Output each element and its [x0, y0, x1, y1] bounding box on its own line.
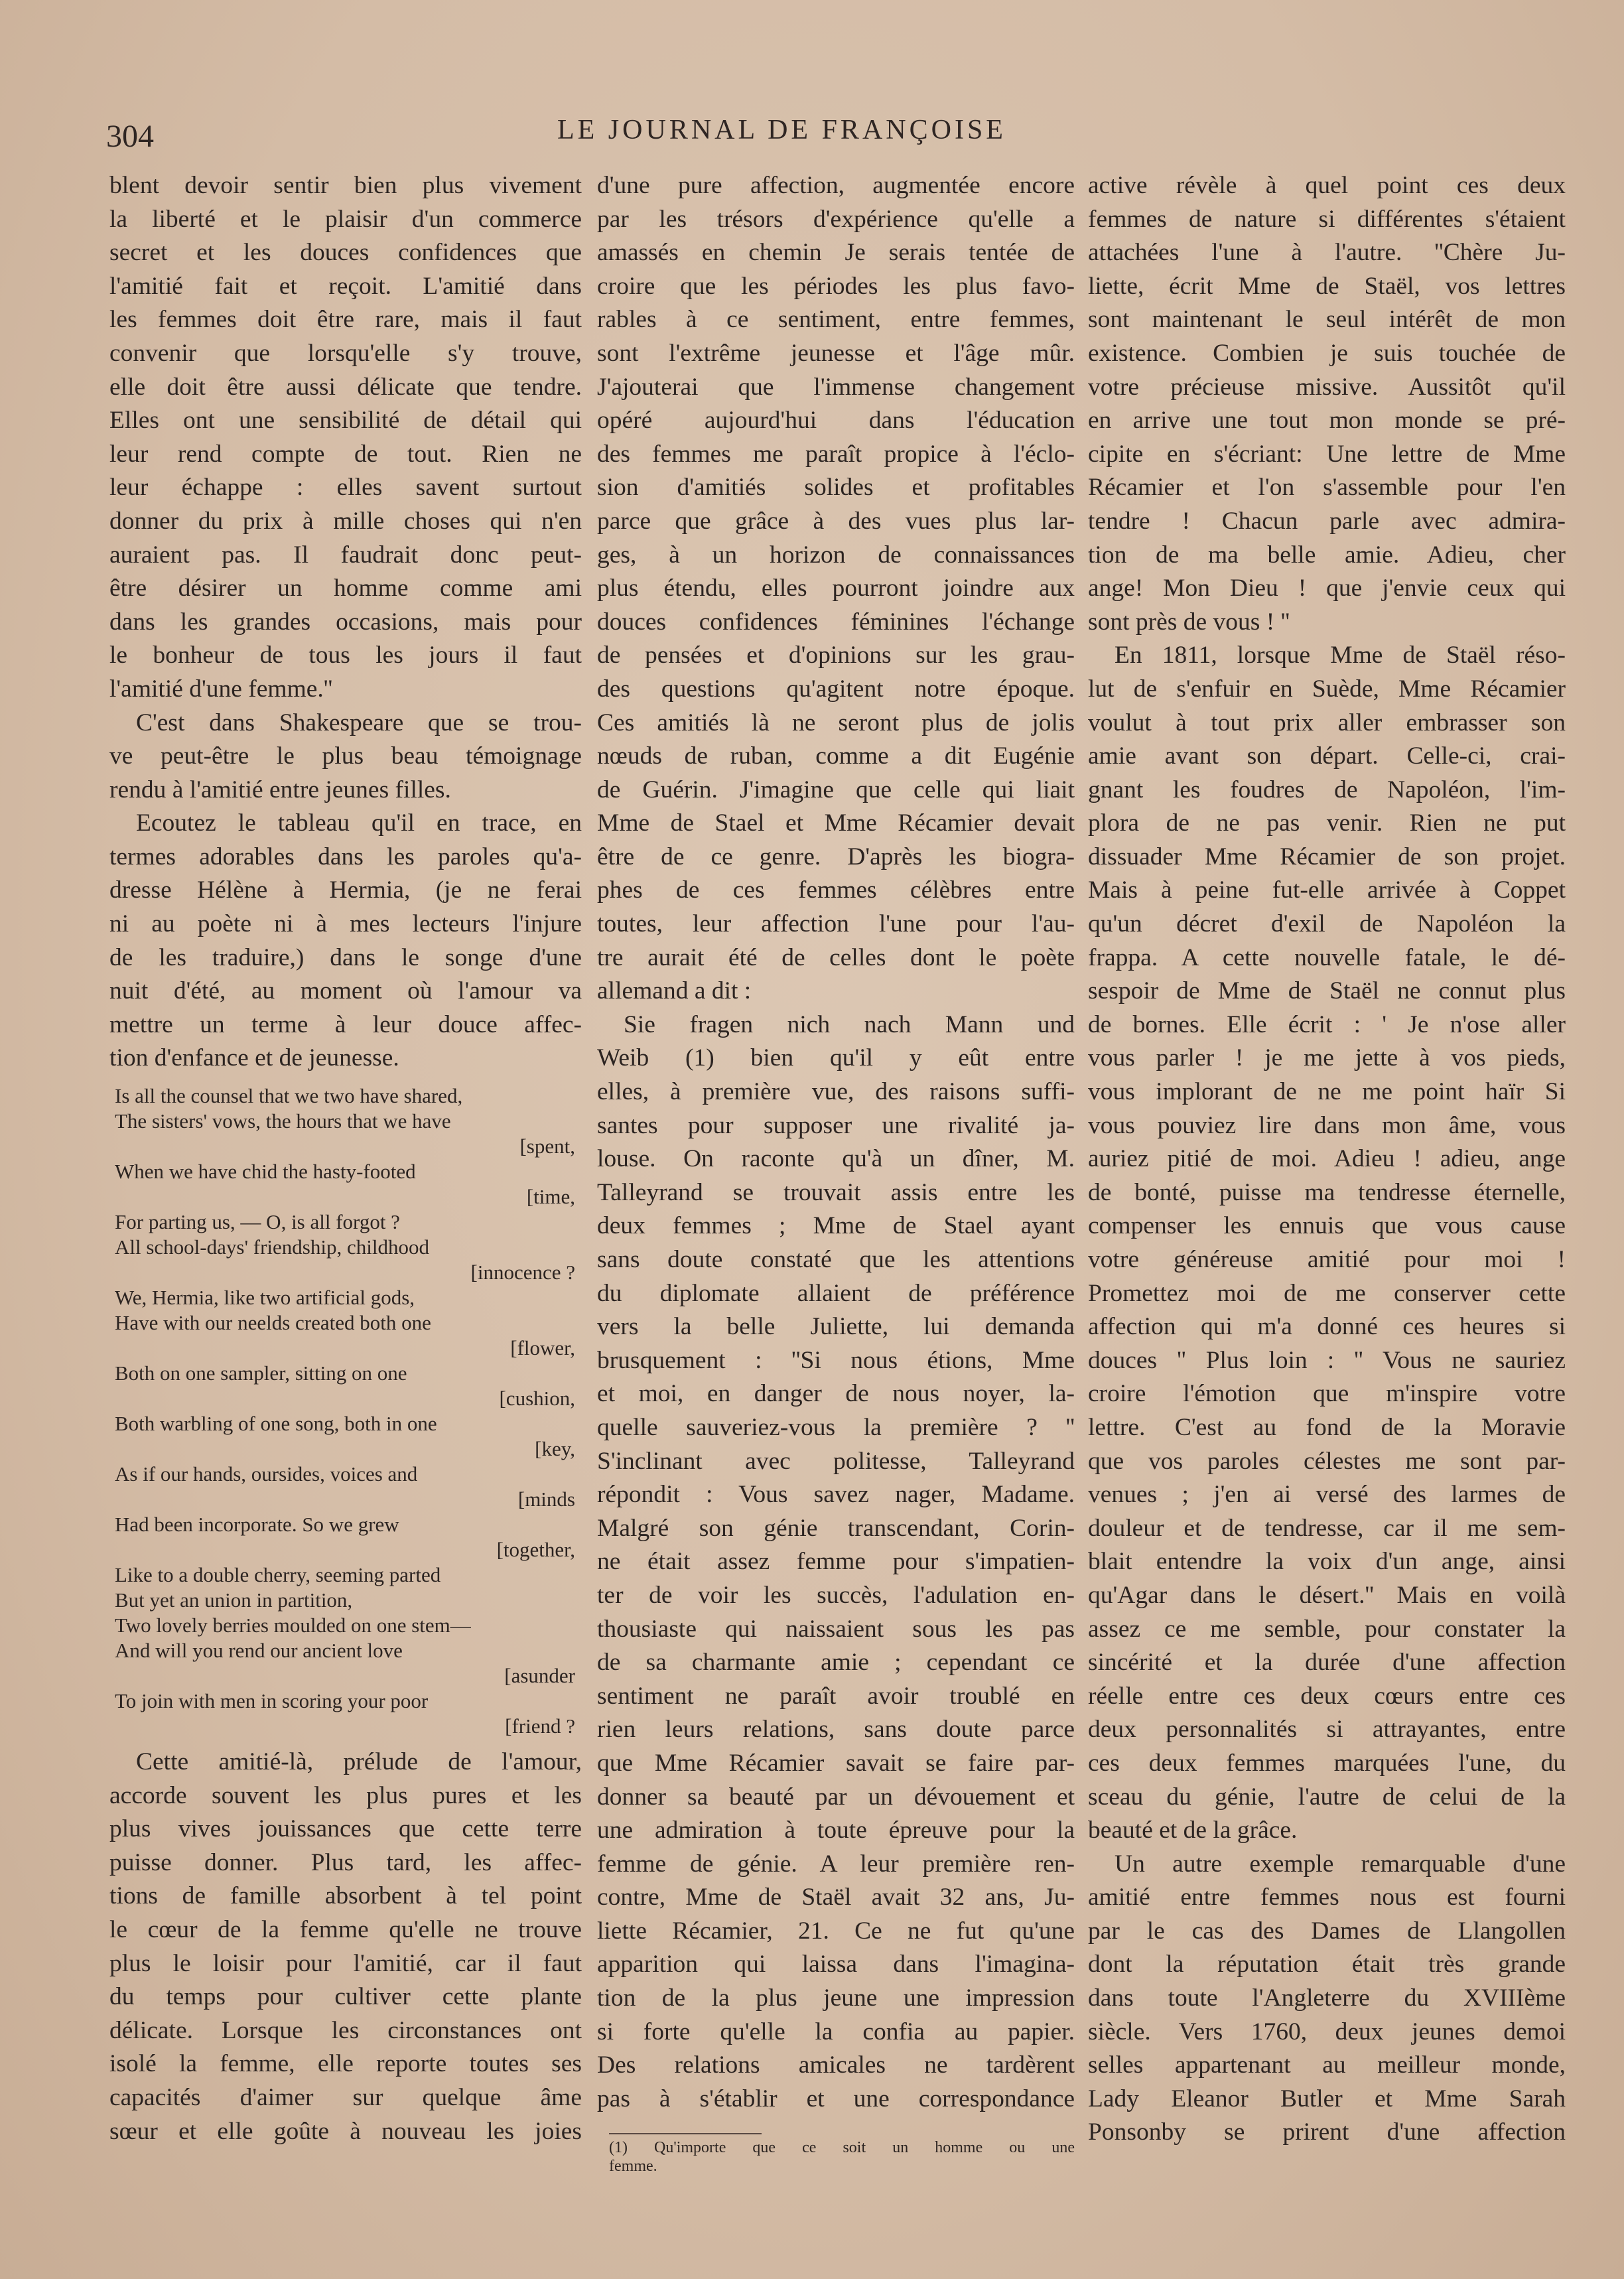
text-line: croire l'émotion que m'inspire votre — [1088, 1380, 1566, 1408]
text-line: rables à ce sentiment, entre femmes, — [597, 306, 1075, 334]
text-line: liette, écrit Mme de Staël, vos lettres — [1088, 272, 1566, 300]
text-line: sincérité et la durée d'une affection — [1088, 1649, 1566, 1677]
text-line: dans toute l'Angleterre du XVIIIème — [1088, 1984, 1566, 2012]
paragraph — [109, 707, 582, 807]
text-line: Ponsonby se prirent d'une affection — [1088, 2118, 1566, 2146]
paragraph — [1088, 639, 1566, 1847]
text-line: vous parler ! je me jette à vos pieds, — [1088, 1044, 1566, 1072]
text-line: toutes, leur affection l'une pour l'au- — [597, 910, 1075, 938]
text-line: tendre ! Chacun parle avec admira- — [1088, 507, 1566, 535]
text-line: Cette amitié-là, prélude de l'amour, — [136, 1748, 582, 1776]
verse-line: For parting us, — O, is all forgot ? — [115, 1210, 400, 1234]
text-line: (1) Qu'importe que ce soit un homme ou une — [609, 2139, 1075, 2157]
text-line: Un autre exemple remarquable d'une — [1115, 1850, 1566, 1878]
text-line: par les trésors d'expérience qu'elle a — [597, 205, 1075, 233]
text-line: apparition qui laissa dans l'imagina- — [597, 1951, 1075, 1978]
text-line: femme de génie. A leur première ren- — [597, 1850, 1075, 1878]
text-line: délicate. Lorsque les circonstances ont — [109, 2016, 582, 2044]
text-line: auriez pitié de moi. Adieu ! adieu, ange — [1088, 1145, 1566, 1173]
text-line: des questions qu'agitent notre époque. — [597, 675, 1075, 703]
text-line: du diplomate allaient de préférence — [597, 1279, 1075, 1307]
verse-line: And will you rend our ancient love — [115, 1639, 403, 1663]
verse-line: As if our hands, oursides, voices and — [115, 1462, 418, 1486]
text-line: dresse Hélène à Hermia, (je ne ferai — [109, 876, 582, 904]
text-line: isolé la femme, elle reporte toutes ses — [109, 2050, 582, 2078]
text-line: affection qui m'a donné ces heures si — [1088, 1313, 1566, 1341]
text-line: nuit d'été, au moment où l'amour va — [109, 977, 582, 1005]
text-line: donner du prix à mille choses qui n'en — [109, 507, 582, 535]
text-line: Ecoutez le tableau qu'il en trace, en — [136, 809, 582, 837]
paragraph — [109, 169, 582, 707]
text-line: être de ce genre. D'après les biogra- — [597, 843, 1075, 870]
text-line: tre aurait été de celles dont le poète — [597, 943, 1075, 971]
verse-line: [minds — [517, 1487, 575, 1511]
text-line: ces deux femmes marquées l'une, du — [1088, 1749, 1566, 1777]
text-line: amitié entre femmes nous est fourni — [1088, 1884, 1566, 1911]
text-line: tions de famille absorbent à tel point — [109, 1882, 582, 1910]
text-line: ve peut-être le plus beau témoignage — [109, 742, 582, 770]
verse-line: Have with our neelds created both one — [115, 1311, 431, 1335]
text-line: louse. On raconte qu'à un dîner, M. — [597, 1145, 1075, 1173]
text-line: le cœur de la femme qu'elle ne trouve — [109, 1916, 582, 1943]
text-line: secret et les douces confidences que — [109, 239, 582, 267]
text-line: santes pour supposer une rivalité ja- — [597, 1111, 1075, 1139]
text-line: blait entendre la voix d'un ange, ainsi — [1088, 1548, 1566, 1576]
text-line: en arrive une tout mon monde se pré- — [1088, 407, 1566, 435]
page-number: 304 — [106, 119, 154, 154]
text-line: sespoir de Mme de Staël ne connut plus — [1088, 977, 1566, 1005]
text-line: tion de ma belle amie. Adieu, cher — [1088, 541, 1566, 569]
text-line: plus le loisir pour l'amitié, car il faut — [109, 1949, 582, 1977]
text-line: sont l'extrême jeunesse et l'âge mûr. — [597, 339, 1075, 367]
text-line: convenir que lorsqu'elle s'y trouve, — [109, 339, 582, 367]
text-line: qu'Agar dans le désert.'' Mais en voilà — [1088, 1581, 1566, 1609]
text-line: de bonté, puisse ma tendresse éternelle, — [1088, 1178, 1566, 1206]
text-line: frappa. A cette nouvelle fatale, le dé- — [1088, 943, 1566, 971]
text-line: vers la belle Juliette, lui demanda — [597, 1313, 1075, 1341]
text-line: douces confidences féminines l'échange — [597, 608, 1075, 636]
text-line: attachées l'une à l'autre. ''Chère Ju- — [1088, 239, 1566, 267]
text-line: de bornes. Elle écrit : ' Je n'ose aller — [1088, 1010, 1566, 1038]
text-line: dans les grandes occasions, mais pour — [109, 608, 582, 636]
verse-line: We, Hermia, like two artificial gods, — [115, 1286, 415, 1310]
text-line: En 1811, lorsque Mme de Staël réso- — [1115, 642, 1566, 669]
text-line: phes de ces femmes célèbres entre — [597, 876, 1075, 904]
text-line: Weib (1) bien qu'il y eût entre — [597, 1044, 1075, 1072]
text-line: si forte qu'elle la confia au papier. — [597, 2018, 1075, 2045]
text-line: beauté et de la grâce. — [1088, 1817, 1298, 1844]
verse-line: [time, — [526, 1185, 575, 1209]
text-line: femmes de nature si différentes s'étaient — [1088, 205, 1566, 233]
text-line: des femmes me paraît propice à l'éclo- — [597, 440, 1075, 468]
verse-line: All school-days' friendship, childhood — [115, 1235, 429, 1259]
text-line: contre, Mme de Staël avait 32 ans, Ju- — [597, 1884, 1075, 1911]
paragraph — [109, 807, 582, 1075]
verse-line: [cushion, — [499, 1387, 575, 1411]
text-line: l'amitié fait et reçoit. L'amitié dans — [109, 272, 582, 300]
text-line: répondit : Vous savez nager, Madame. — [597, 1481, 1075, 1509]
text-line: Mme de Stael et Mme Récamier devait — [597, 809, 1075, 837]
text-line: par le cas des Dames de Llangollen — [1088, 1917, 1566, 1945]
text-line: plora de ne pas venir. Rien ne put — [1088, 809, 1566, 837]
text-line: leur rend compte de tout. Rien ne — [109, 440, 582, 468]
shakespeare-quotation — [115, 1083, 582, 1739]
text-line: cipite en s'écriant: Une lettre de Mme — [1088, 440, 1566, 468]
text-line: vous implorant de ne me point haïr Si — [1088, 1078, 1566, 1106]
text-line: tion d'enfance et de jeunesse. — [109, 1044, 399, 1072]
text-line: le bonheur de tous les jours il faut — [109, 642, 582, 669]
text-line: auraient pas. Il faudrait donc peut- — [109, 541, 582, 569]
text-line: lut de s'enfuir en Suède, Mme Récamier — [1088, 675, 1566, 703]
text-line: mettre un terme à leur douce affec- — [109, 1010, 582, 1038]
text-line: être désirer un homme comme ami — [109, 575, 582, 602]
text-line: vous pouviez lire dans mon âme, vous — [1088, 1111, 1566, 1139]
text-line: sentiment ne paraît avoir troublé en — [597, 1682, 1075, 1710]
verse-line: The sisters' vows, the hours that we have — [115, 1109, 451, 1133]
text-line: Récamier et l'on s'assemble pour l'en — [1088, 474, 1566, 502]
text-line: lettre. C'est au fond de la Moravie — [1088, 1413, 1566, 1441]
text-line: Malgré son génie transcendant, Corin- — [597, 1514, 1075, 1542]
text-line: ter de voir les succès, l'adulation en- — [597, 1581, 1075, 1609]
text-line: S'inclinant avec politesse, Talleyrand — [597, 1447, 1075, 1475]
text-line: une admiration à toute épreuve pour la — [597, 1817, 1075, 1844]
paragraph — [597, 169, 1075, 1008]
verse-line: [spent, — [519, 1135, 575, 1158]
text-line: rien leurs relations, sans doute parce — [597, 1716, 1075, 1744]
verse-line: [innocence ? — [470, 1261, 575, 1284]
text-line: termes adorables dans les paroles qu'a- — [109, 843, 582, 870]
verse-line: Is all the counsel that we two have shared, — [115, 1084, 463, 1108]
verse-line: [key, — [535, 1437, 575, 1461]
column-3 — [1088, 169, 1566, 2150]
text-line: du temps pour cultiver cette plante — [109, 1983, 582, 2011]
running-title: LE JOURNAL DE FRANÇOISE — [557, 115, 1006, 145]
text-line: thousiaste qui naissaient sous les pas — [597, 1615, 1075, 1643]
footnote-rule — [609, 2133, 762, 2134]
text-line: sans doute constaté que les attentions — [597, 1246, 1075, 1273]
text-line: compenser les ennuis que vous cause — [1088, 1212, 1566, 1240]
text-line: Mais à peine fut-elle arrivée à Coppet — [1088, 876, 1566, 904]
text-line: tion de la plus jeune une impression — [597, 1984, 1075, 2012]
text-line: Lady Eleanor Butler et Mme Sarah — [1088, 2085, 1566, 2112]
text-line: douleur et de tendresse, car il me sem- — [1088, 1514, 1566, 1542]
verse-line: Two lovely berries moulded on one stem— — [115, 1614, 471, 1637]
text-line: Talleyrand se trouvait assis entre les — [597, 1178, 1075, 1206]
text-line: existence. Combien je suis touchée de — [1088, 339, 1566, 367]
verse-line: Both on one sampler, sitting on one — [115, 1361, 407, 1385]
verse-line: Both warbling of one song, both in one — [115, 1412, 437, 1436]
text-line: plus étendu, elles pourront joindre aux — [597, 575, 1075, 602]
text-line: Sie fragen nich nach Mann und — [624, 1010, 1075, 1038]
text-line: J'ajouterai que l'immense changement — [597, 373, 1075, 401]
text-line: accorde souvent les plus pures et les — [109, 1781, 582, 1809]
text-line: que Mme Récamier savait se faire par- — [597, 1749, 1075, 1777]
verse-line: When we have chid the hasty-footed — [115, 1160, 416, 1184]
text-line: blent devoir sentir bien plus vivement — [109, 172, 582, 199]
text-line: femme. — [609, 2158, 657, 2175]
text-line: ange! Mon Dieu ! que j'envie ceux qui — [1088, 575, 1566, 602]
text-line: allemand a dit : — [597, 977, 752, 1005]
text-line: deux femmes ; Mme de Stael ayant — [597, 1212, 1075, 1240]
verse-line: But yet an union in partition, — [115, 1588, 353, 1612]
text-line: liette Récamier, 21. Ce ne fut qu'une — [597, 1917, 1075, 1945]
text-line: rendu à l'amitié entre jeunes filles. — [109, 776, 451, 803]
text-line: sont près de vous ! '' — [1088, 608, 1290, 636]
text-line: et moi, en danger de nous noyer, la- — [597, 1380, 1075, 1408]
verse-line: Like to a double cherry, seeming parted — [115, 1563, 441, 1587]
text-line: Elles ont une sensibilité de détail qui — [109, 407, 582, 435]
text-line: assez ce me semble, pour constater la — [1088, 1615, 1566, 1643]
verse-line: [together, — [496, 1538, 575, 1562]
text-line: siècle. Vers 1760, deux jeunes demoi — [1088, 2018, 1566, 2045]
text-line: elles, à première vue, des raisons suffi- — [597, 1078, 1075, 1106]
text-line: amassés en chemin Je serais tentée de — [597, 239, 1075, 267]
text-line: amie avant son départ. Celle-ci, crai- — [1088, 742, 1566, 770]
verse-line: [flower, — [510, 1336, 575, 1360]
text-line: de les traduire,) dans le songe d'une — [109, 943, 582, 971]
paragraph — [1088, 169, 1566, 639]
text-line: votre précieuse missive. Aussitôt qu'il — [1088, 373, 1566, 401]
text-line: donner sa beauté par un dévouement et — [597, 1783, 1075, 1811]
text-line: votre généreuse amitié pour moi ! — [1088, 1246, 1566, 1273]
text-line: Promettez moi de me conserver cette — [1088, 1279, 1566, 1307]
text-line: réelle entre ces deux cœurs entre ces — [1088, 1682, 1566, 1710]
text-line: croire que les périodes les plus favo- — [597, 272, 1075, 300]
text-line: sont maintenant le seul intérêt de mon — [1088, 306, 1566, 334]
text-line: C'est dans Shakespeare que se trou- — [136, 709, 582, 736]
column-1 — [109, 169, 582, 2148]
text-line: plus vives jouissances que cette terre — [109, 1815, 582, 1843]
text-line: l'amitié d'une femme.'' — [109, 675, 333, 703]
text-line: sœur et elle goûte à nouveau les joies — [109, 2117, 582, 2145]
text-line: qu'un décret d'exil de Napoléon la — [1088, 910, 1566, 938]
text-line: brusquement : ''Si nous étions, Mme — [597, 1346, 1075, 1374]
paragraph — [109, 1746, 582, 2148]
text-line: capacités d'aimer sur quelque âme — [109, 2083, 582, 2111]
text-line: deux personnalités si attrayantes, entre — [1088, 1716, 1566, 1744]
text-line: voulut à tout prix aller embrasser son — [1088, 709, 1566, 736]
text-line: Des relations amicales ne tardèrent — [597, 2051, 1075, 2079]
text-line: gnant les foudres de Napoléon, l'im- — [1088, 776, 1566, 803]
text-line: elle doit être aussi délicate que tendre. — [109, 373, 582, 401]
text-line: nœuds de ruban, comme a dit Eugénie — [597, 742, 1075, 770]
text-line: pas à s'établir et une correspondance — [597, 2085, 1075, 2112]
text-line: de sa charmante amie ; cependant ce — [597, 1649, 1075, 1677]
column-2 — [597, 169, 1075, 2175]
verse-line: [asunder — [504, 1664, 575, 1688]
text-line: dont la réputation était très grande — [1088, 1951, 1566, 1978]
text-line: sion d'amitiés solides et profitables — [597, 474, 1075, 502]
text-line: ni au poète ni à mes lecteurs l'injure — [109, 910, 582, 938]
text-line: les femmes doit être rare, mais il faut — [109, 306, 582, 334]
paragraph — [1088, 1848, 1566, 2150]
verse-line: Had been incorporate. So we grew — [115, 1513, 399, 1537]
text-line: parce que grâce à des vues plus lar- — [597, 507, 1075, 535]
paragraph — [597, 1008, 1075, 2116]
text-line: active révèle à quel point ces deux — [1088, 172, 1566, 199]
verse-line: [friend ? — [505, 1714, 575, 1738]
text-line: puisse donner. Plus tard, les affec- — [109, 1848, 582, 1876]
text-line: venues ; j'en ai versé des larmes de — [1088, 1481, 1566, 1509]
text-line: ne était assez femme pour s'impatien- — [597, 1548, 1075, 1576]
text-line: quelle sauveriez-vous la première ? '' — [597, 1413, 1075, 1441]
text-line: opéré aujourd'hui dans l'éducation — [597, 407, 1075, 435]
text-line: de Guérin. J'imagine que celle qui liait — [597, 776, 1075, 803]
text-line: de pensées et d'opinions sur les grau- — [597, 642, 1075, 669]
text-line: douces '' Plus loin : '' Vous ne sauriez — [1088, 1346, 1566, 1374]
text-line: leur échappe : elles savent surtout — [109, 474, 582, 502]
text-line: dissuader Mme Récamier de son projet. — [1088, 843, 1566, 870]
text-line: selles appartenant au meilleur monde, — [1088, 2051, 1566, 2079]
text-line: Ces amitiés là ne seront plus de jolis — [597, 709, 1075, 736]
text-line: sceau du génie, l'autre de celui de la — [1088, 1783, 1566, 1811]
text-line: la liberté et le plaisir d'un commerce — [109, 205, 582, 233]
text-line: d'une pure affection, augmentée encore — [597, 172, 1075, 199]
text-line: que vos paroles célestes me sont par- — [1088, 1447, 1566, 1475]
text-line: ges, à un horizon de connaissances — [597, 541, 1075, 569]
footnote — [597, 2138, 1075, 2175]
verse-line: To join with men in scoring your poor — [115, 1689, 429, 1713]
